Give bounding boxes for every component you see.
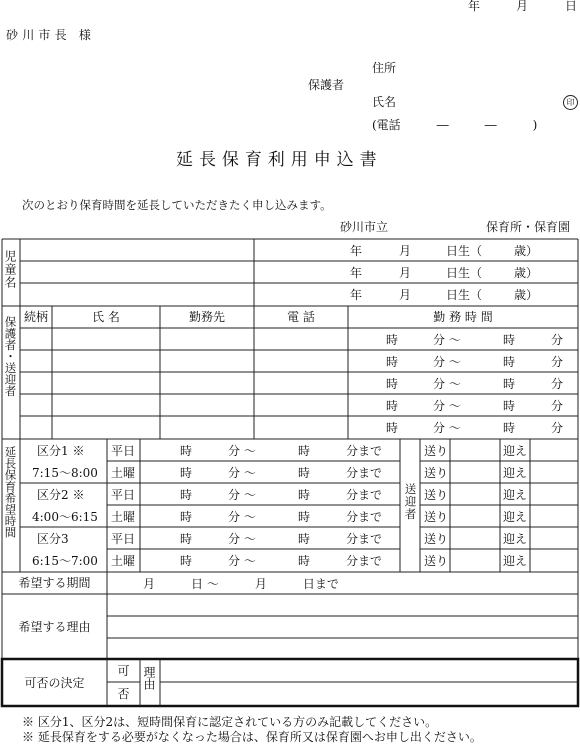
child-age: 歳） [514, 244, 539, 258]
work-start-hour: 時 [386, 355, 399, 369]
work-end-minute: 分 [551, 355, 564, 369]
ext-start-hour: 時 [180, 466, 193, 480]
child-birth-month: 月 [399, 288, 412, 302]
child-birth-day: 日生（ [446, 288, 483, 302]
work-end-minute: 分 [551, 377, 564, 391]
note-1: ※ 区分1、区分2は、短時間保育に認定されている方のみ記載してください。 [22, 715, 438, 729]
date-day: 日 [565, 0, 578, 13]
group-name: 区分2 ※ [37, 488, 85, 502]
extended-label: 延長保育希望時間 [3, 446, 18, 538]
ext-start-hour: 時 [180, 444, 193, 458]
ext-start-minute: 分 〜 [228, 444, 256, 458]
send-label: 送り [424, 510, 449, 524]
intro-text: 次のとおり保育時間を延長していただきたく申し込みます。 [22, 198, 332, 212]
ext-end-minute: 分まで [346, 532, 383, 546]
note-2: ※ 延長保育をする必要がなくなった場合は、保育所又は保育園へお申し出ください。 [22, 730, 482, 744]
phone-line: (電話 ― ― ) [372, 118, 538, 132]
child-birth-month: 月 [399, 266, 412, 280]
work-end-hour: 時 [503, 399, 516, 413]
work-end-minute: 分 [551, 421, 564, 435]
decision-reason-label: 理由 [142, 666, 156, 690]
work-end-minute: 分 [551, 333, 564, 347]
ext-end-minute: 分まで [346, 466, 383, 480]
work-end-hour: 時 [503, 377, 516, 391]
receive-label: 迎え [503, 554, 528, 568]
reason-label: 希望する理由 [18, 619, 91, 634]
address-label: 住所 [372, 61, 397, 75]
guardians-label: 保護者・送迎者 [3, 316, 18, 397]
ext-end-minute: 分まで [346, 510, 383, 524]
ext-end-minute: 分まで [346, 488, 383, 502]
work-start-minute: 分 〜 [433, 333, 461, 347]
send-label: 送り [424, 444, 449, 458]
ext-start-minute: 分 〜 [228, 532, 256, 546]
send-label: 送り [424, 488, 449, 502]
child-birth-year: 年 [350, 288, 363, 302]
work-start-hour: 時 [386, 399, 399, 413]
period-label: 希望する期間 [18, 576, 91, 590]
group-name: 区分1 ※ [37, 444, 85, 458]
decision-yes: 可 [117, 663, 130, 678]
ext-end-hour: 時 [298, 554, 311, 568]
work-start-hour: 時 [386, 333, 399, 347]
ext-end-hour: 時 [298, 444, 311, 458]
facility-prefix: 砂川市立 [340, 220, 389, 234]
day-type: 平日 [111, 444, 136, 458]
ext-start-hour: 時 [180, 510, 193, 524]
decision-label: 可否の決定 [24, 675, 85, 690]
date-year: 年 [468, 0, 481, 13]
addressee: 砂川市長 様 [6, 28, 96, 42]
day-type: 土曜 [111, 466, 136, 480]
work-start-hour: 時 [386, 377, 399, 391]
work-start-minute: 分 〜 [433, 377, 461, 391]
header-work-hours: 勤 務 時 間 [433, 310, 493, 324]
receive-label: 迎え [503, 532, 528, 546]
header-relation: 続柄 [23, 310, 48, 324]
name-label: 氏名 [372, 95, 397, 109]
send-label: 送り [424, 554, 449, 568]
day-type: 土曜 [111, 554, 136, 568]
header-name: 氏 名 [92, 310, 120, 324]
day-type: 平日 [111, 488, 136, 502]
group-time: 4:00〜6:15 [32, 510, 98, 524]
ext-end-hour: 時 [298, 532, 311, 546]
work-start-minute: 分 〜 [433, 399, 461, 413]
child-birth-day: 日生（ [446, 266, 483, 280]
day-type: 平日 [111, 532, 136, 546]
period-value: 月 日 〜 月 日まで [143, 577, 339, 591]
header-workplace: 勤務先 [188, 310, 225, 324]
group-name: 区分3 [37, 532, 69, 546]
date-month: 月 [516, 0, 529, 13]
facility-suffix: 保育所・保育園 [486, 220, 571, 234]
group-time: 7:15〜8:00 [32, 466, 98, 480]
child-birth-year: 年 [350, 266, 363, 280]
ext-end-hour: 時 [298, 466, 311, 480]
work-end-hour: 時 [503, 421, 516, 435]
seal-icon: 印 [563, 95, 578, 110]
child-age: 歳） [514, 266, 539, 280]
work-start-hour: 時 [386, 421, 399, 435]
send-label: 送り [424, 532, 449, 546]
day-type: 土曜 [111, 510, 136, 524]
send-label: 送り [424, 466, 449, 480]
receive-label: 迎え [503, 488, 528, 502]
work-end-minute: 分 [551, 399, 564, 413]
header-phone: 電 話 [287, 310, 315, 324]
ext-start-minute: 分 〜 [228, 488, 256, 502]
group-time: 6:15〜7:00 [32, 554, 98, 568]
ext-start-minute: 分 〜 [228, 510, 256, 524]
receive-label: 迎え [503, 444, 528, 458]
work-start-minute: 分 〜 [433, 421, 461, 435]
child-birth-year: 年 [350, 244, 363, 258]
page-title: 延長保育利用申込書 [176, 150, 383, 170]
child-age: 歳） [514, 288, 539, 302]
receive-label: 迎え [503, 466, 528, 480]
guardian-label: 保護者 [308, 78, 345, 92]
ext-end-hour: 時 [298, 488, 311, 502]
ext-end-minute: 分まで [346, 554, 383, 568]
ext-start-minute: 分 〜 [228, 554, 256, 568]
ext-end-minute: 分まで [346, 444, 383, 458]
work-start-minute: 分 〜 [433, 355, 461, 369]
work-end-hour: 時 [503, 333, 516, 347]
child-birth-month: 月 [399, 244, 412, 258]
children-label: 児童名 [3, 250, 17, 289]
child-birth-day: 日生（ [446, 244, 483, 258]
decision-no: 否 [117, 687, 130, 701]
ext-start-hour: 時 [180, 488, 193, 502]
ext-start-minute: 分 〜 [228, 466, 256, 480]
receive-label: 迎え [503, 510, 528, 524]
ext-end-hour: 時 [298, 510, 311, 524]
ext-start-hour: 時 [180, 554, 193, 568]
ext-start-hour: 時 [180, 532, 193, 546]
pickup-label: 送迎者 [403, 483, 418, 521]
work-end-hour: 時 [503, 355, 516, 369]
